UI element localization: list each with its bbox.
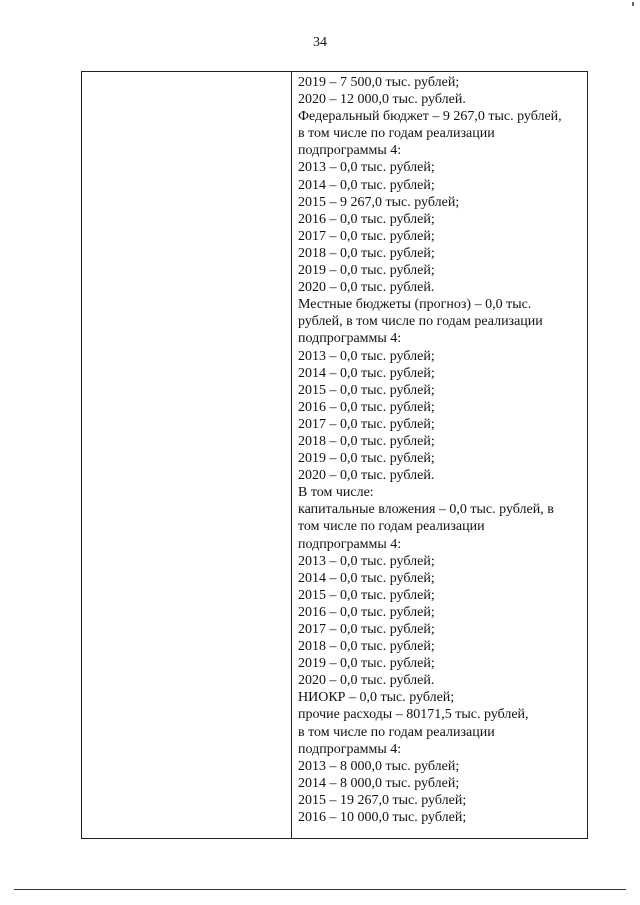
table-left-cell bbox=[82, 72, 292, 838]
text-line: 2015 – 9 267,0 тыс. рублей; bbox=[298, 194, 460, 210]
text-line: том числе по годам реализации bbox=[298, 519, 485, 535]
text-line: Местные бюджеты (прогноз) – 0,0 тыс. bbox=[298, 297, 532, 313]
text-line: 2014 – 8 000,0 тыс. рублей; bbox=[298, 775, 460, 791]
text-line: 2016 – 0,0 тыс. рублей; bbox=[298, 211, 435, 227]
text-line: 2016 – 0,0 тыс. рублей; bbox=[298, 399, 435, 415]
text-line: 2013 – 0,0 тыс. рублей; bbox=[298, 348, 435, 364]
text-line: 2014 – 0,0 тыс. рублей; bbox=[298, 570, 435, 586]
text-line: 2018 – 0,0 тыс. рублей; bbox=[298, 245, 435, 261]
text-line: В том числе: bbox=[298, 485, 374, 501]
text-line: 2013 – 0,0 тыс. рублей; bbox=[298, 160, 435, 176]
text-line: 2015 – 19 267,0 тыс. рублей; bbox=[298, 792, 467, 808]
text-line: 2017 – 0,0 тыс. рублей; bbox=[298, 416, 435, 432]
text-line: 2019 – 0,0 тыс. рублей; bbox=[298, 656, 435, 672]
text-line: 2019 – 0,0 тыс. рублей; bbox=[298, 263, 435, 279]
page-number: 34 bbox=[313, 35, 327, 50]
text-line: 2015 – 0,0 тыс. рублей; bbox=[298, 382, 435, 398]
funding-table bbox=[81, 71, 588, 839]
text-line: 2013 – 0,0 тыс. рублей; bbox=[298, 553, 435, 569]
text-line: 2020 – 0,0 тыс. рублей. bbox=[298, 280, 435, 296]
text-line: 2019 – 7 500,0 тыс. рублей; bbox=[298, 75, 460, 90]
text-line: 2015 – 0,0 тыс. рублей; bbox=[298, 587, 435, 603]
text-line: 2020 – 0,0 тыс. рублей. bbox=[298, 673, 435, 689]
text-line: 2013 – 8 000,0 тыс. рублей; bbox=[298, 758, 460, 774]
text-line: Федеральный бюджет – 9 267,0 тыс. рублей, bbox=[298, 109, 562, 125]
text-line: подпрограммы 4: bbox=[298, 143, 402, 159]
text-line: рублей, в том числе по годам реализации bbox=[298, 314, 543, 330]
text-line: 2016 – 10 000,0 тыс. рублей; bbox=[298, 810, 467, 826]
text-line: подпрограммы 4: bbox=[298, 536, 402, 552]
text-line: 2020 – 12 000,0 тыс. рублей. bbox=[298, 92, 466, 108]
text-line: подпрограммы 4: bbox=[298, 741, 402, 757]
text-line: 2018 – 0,0 тыс. рублей; bbox=[298, 639, 435, 655]
footer-rule bbox=[14, 889, 626, 890]
text-line: 2020 – 0,0 тыс. рублей. bbox=[298, 468, 435, 484]
table-right-cell bbox=[298, 74, 586, 826]
text-line: в том числе по годам реализации bbox=[298, 126, 495, 142]
scan-corner-mark bbox=[632, 2, 634, 6]
text-line: НИОКР – 0,0 тыс. рублей; bbox=[298, 690, 455, 706]
text-line: прочие расходы – 80171,5 тыс. рублей, bbox=[298, 707, 529, 723]
text-line: 2014 – 0,0 тыс. рублей; bbox=[298, 177, 435, 193]
text-line: подпрограммы 4: bbox=[298, 331, 402, 347]
text-line: 2019 – 0,0 тыс. рублей; bbox=[298, 451, 435, 467]
text-line: 2016 – 0,0 тыс. рублей; bbox=[298, 604, 435, 620]
text-line: 2017 – 0,0 тыс. рублей; bbox=[298, 622, 435, 637]
text-line: 2018 – 0,0 тыс. рублей; bbox=[298, 433, 435, 449]
text-line: капитальные вложения – 0,0 тыс. рублей, в bbox=[298, 502, 554, 518]
text-line: в том числе по годам реализации bbox=[298, 724, 495, 740]
text-line: 2017 – 0,0 тыс. рублей; bbox=[298, 228, 435, 244]
text-line: 2014 – 0,0 тыс. рублей; bbox=[298, 365, 435, 381]
